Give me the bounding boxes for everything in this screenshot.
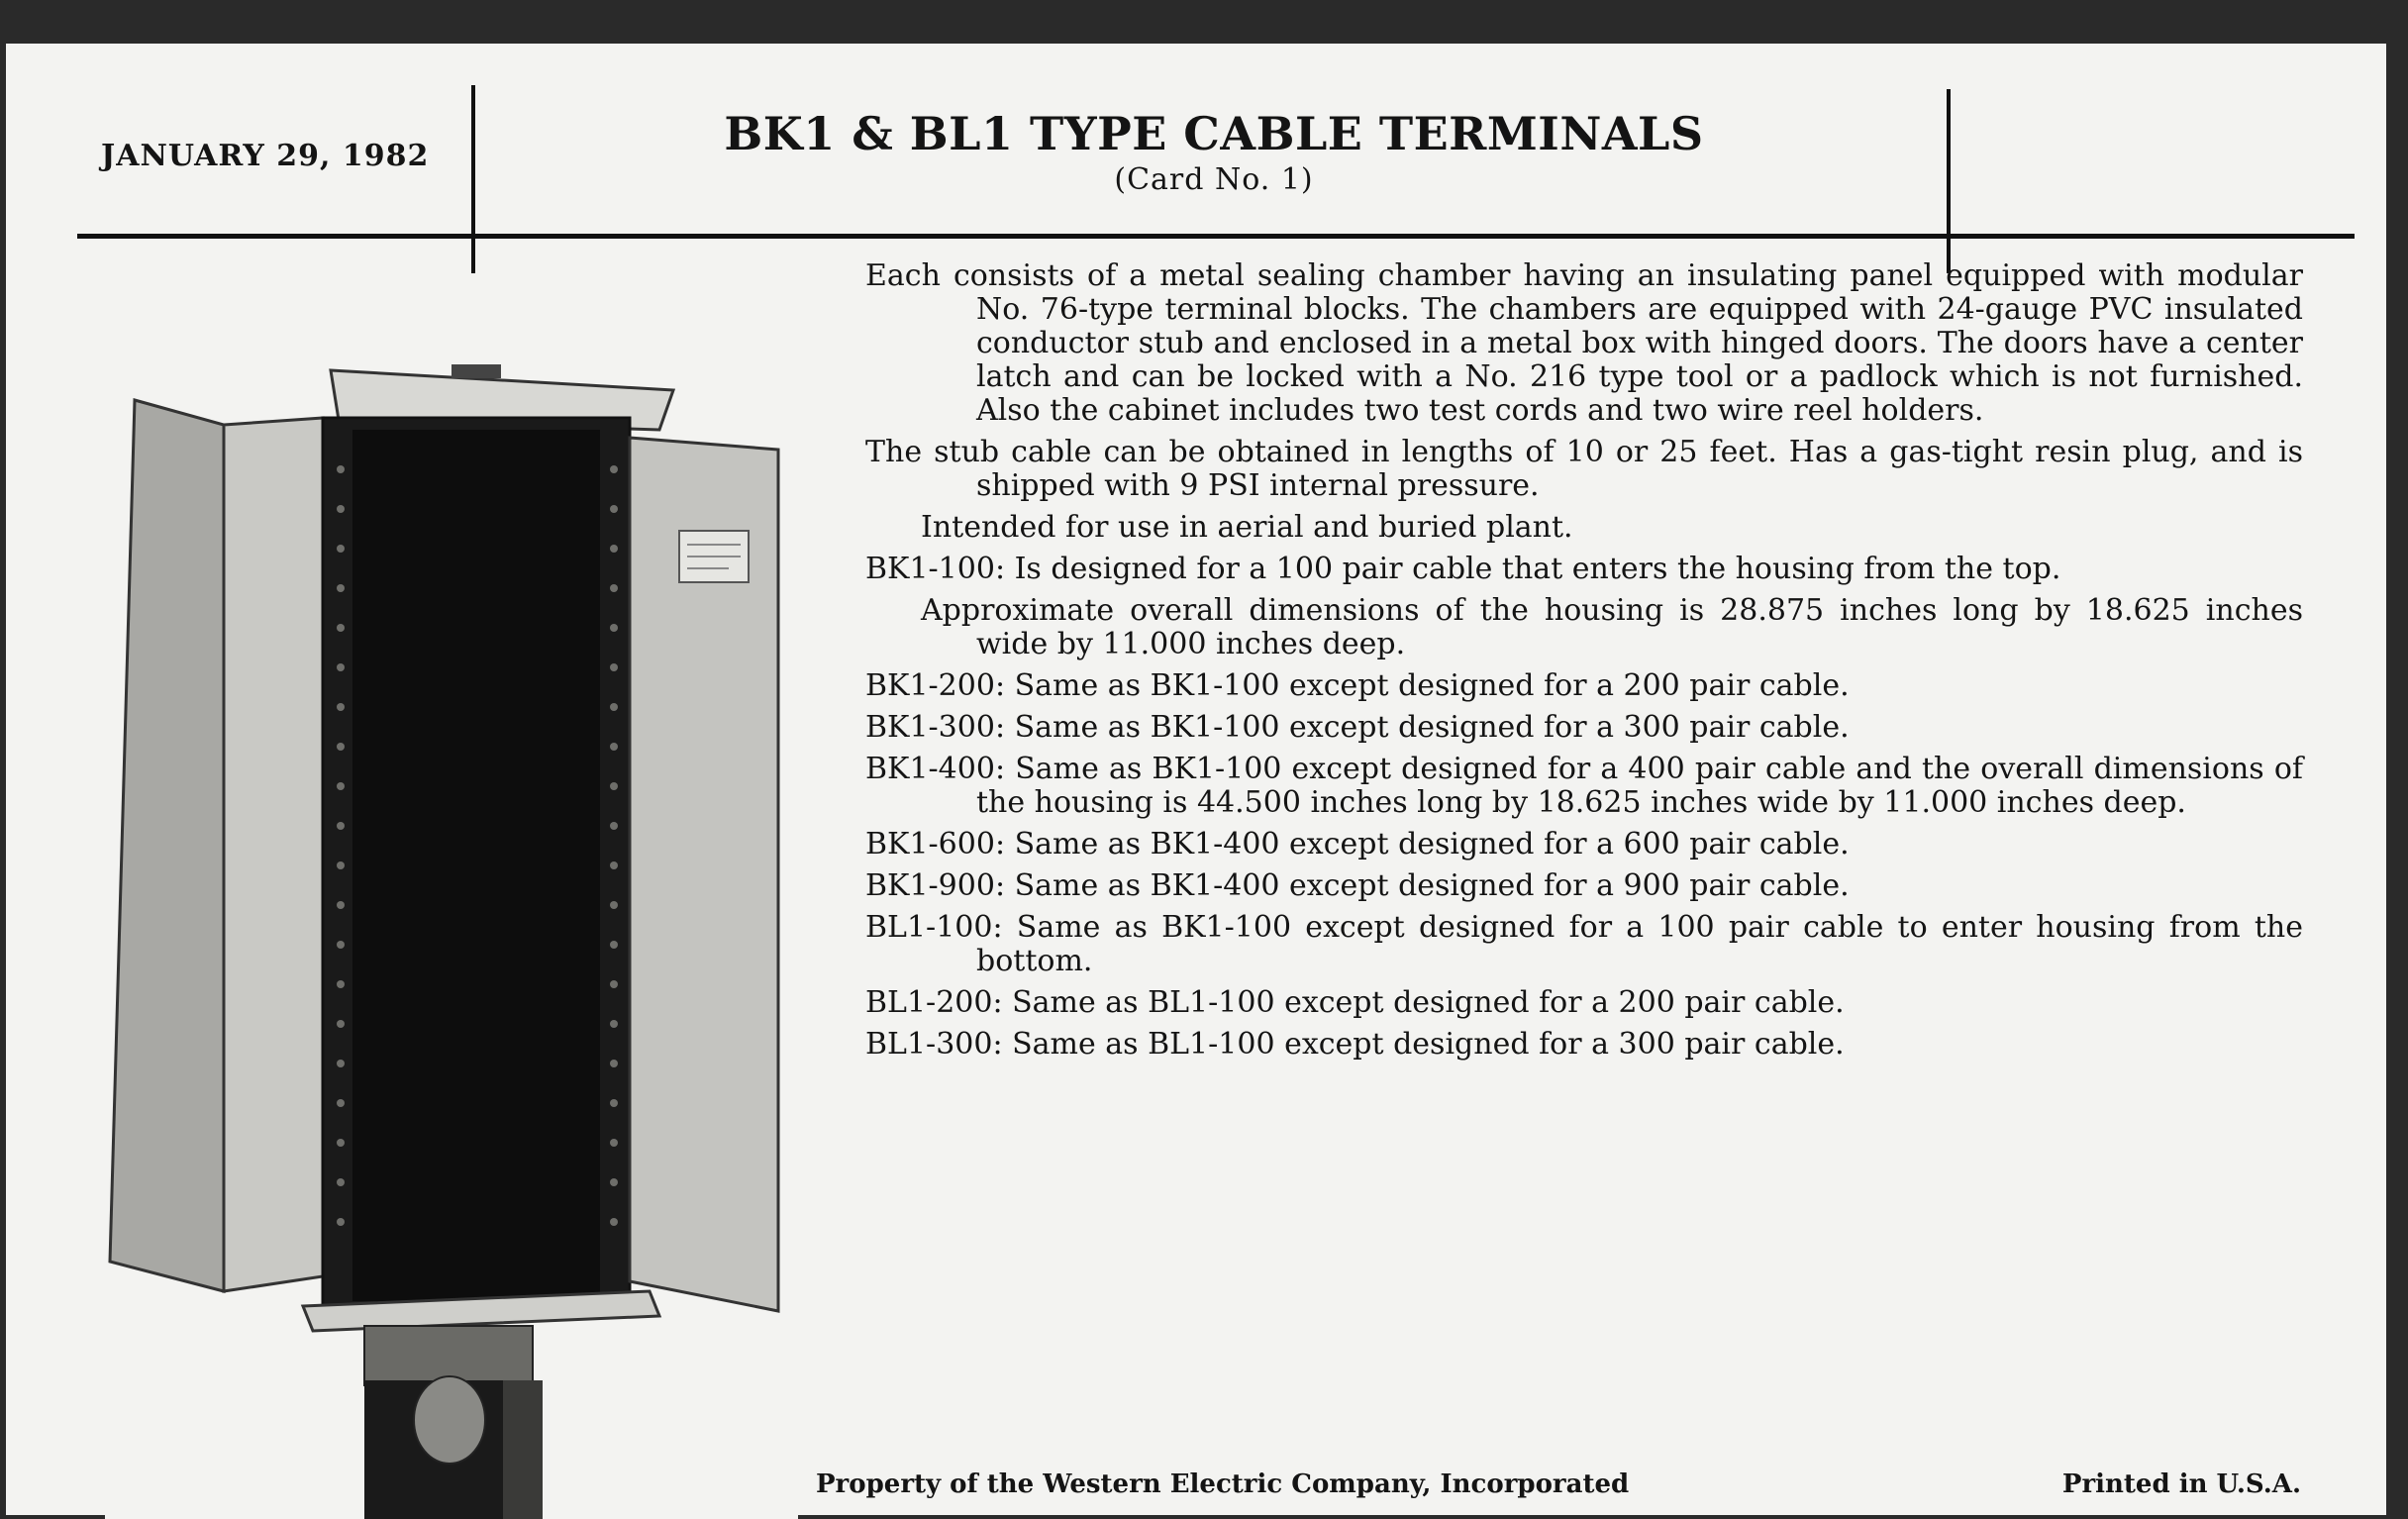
card-date: JANUARY 29, 1982 <box>101 139 430 173</box>
catalog-card <box>6 44 2386 1515</box>
header-divider-left <box>471 85 475 273</box>
paragraph: BL1-300: Same as BL1-100 except designed for a 300 pair cable. <box>865 1027 1845 1062</box>
paragraph: BK1-600: Same as BK1-400 except designed for a 600 pair cable. <box>865 827 1850 861</box>
cable-terminal-photo <box>105 311 798 1519</box>
footer-printed: Printed in U.S.A. <box>2061 1469 2301 1499</box>
paragraph: Intended for use in aerial and buried plant. <box>921 510 1573 545</box>
paragraph: BK1-300: Same as BK1-100 except designed for a 300 pair cable. <box>865 710 1850 745</box>
paragraph: BK1-400: Same as BK1-100 except designed for a 400 pair cable and the overall dimensions of the housing is 44.500 inches long by 18.625 inches wide by 11.000 inches deep. <box>865 752 2303 820</box>
paragraph: The stub cable can be obtained in lengths of 10 or 25 feet. Has a gas-tight resin plug, and is shipped with 9 PSI internal pressure. <box>865 435 2303 503</box>
paragraph: BL1-200: Same as BL1-100 except designed for a 200 pair cable. <box>865 985 1845 1020</box>
header-divider-right <box>1947 89 1951 273</box>
paragraph: Approximate overall dimensions of the housing is 28.875 inches long by 18.625 inches wide by 11.000 inches deep. <box>921 593 2303 661</box>
header-rule <box>77 234 2355 239</box>
card-subtitle: (Card No. 1) <box>1114 162 1314 197</box>
footer-property: Property of the Western Electric Company, Incorporated <box>816 1469 1630 1499</box>
paragraph: BK1-900: Same as BK1-400 except designed for a 900 pair cable. <box>865 868 1850 903</box>
card-title: BK1 & BL1 TYPE CABLE TERMINALS <box>724 107 1704 160</box>
paragraph: Each consists of a metal sealing chamber having an insulating panel equipped with modular No. 76-type terminal blocks. The chambers are equipped with 24-gauge PVC insulated conductor stub and enclosed in a metal box with hinged doors. The doors have a center latch and can be locked with a No. 216 type tool or a padlock which is not furnished. Also the cabinet includes two test cords and two wire reel holders. <box>865 258 2303 428</box>
paragraph: BK1-200: Same as BK1-100 except designed for a 200 pair cable. <box>865 668 1850 703</box>
card-description <box>865 259 2303 1069</box>
paragraph: BL1-100: Same as BK1-100 except designed for a 100 pair cable to enter housing from the bottom. <box>865 910 2303 978</box>
paragraph: BK1-100: Is designed for a 100 pair cable that enters the housing from the top. <box>865 552 2061 586</box>
